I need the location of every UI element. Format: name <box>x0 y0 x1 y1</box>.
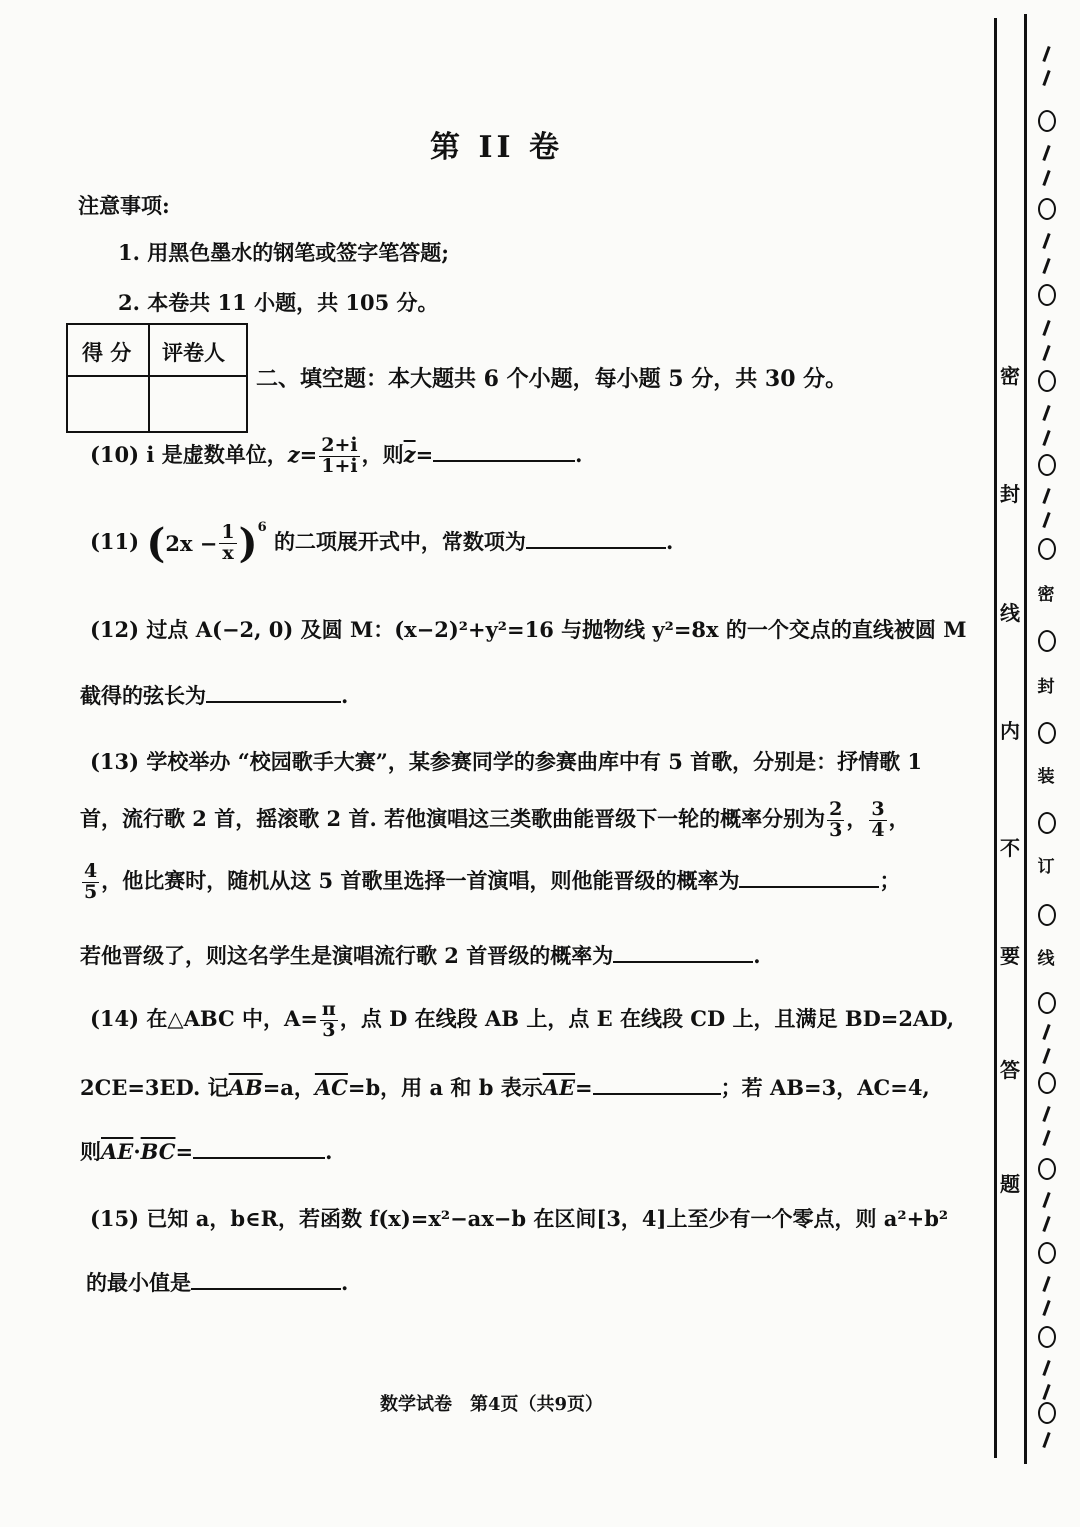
punctuation: ； <box>879 867 901 893</box>
question-13-line4 <box>80 940 761 970</box>
margin-char: 密 <box>1000 364 1020 388</box>
margin-char: 内 <box>1000 719 1020 743</box>
dash-mark <box>1042 170 1050 186</box>
dash-mark <box>1042 1048 1050 1064</box>
fraction-denominator: 3 <box>322 1018 336 1041</box>
question-text: 已知 a，b∈R，若函数 f(x)=x²−ax−b 在区间[3，4]上至少有一个零点，则 a²+b² <box>146 1206 949 1231</box>
table-divider <box>148 325 150 431</box>
binding-line <box>994 18 997 1458</box>
fraction <box>827 800 844 841</box>
paren-left: ( <box>146 520 166 567</box>
question-12 <box>90 614 966 644</box>
question-text: ，点 D 在线段 AB 上，点 E 在线段 CD 上，且满足 BD=2AD, <box>339 1005 955 1031</box>
answer-blank[interactable] <box>613 941 753 963</box>
question-text: 则 <box>80 1139 101 1164</box>
ring-mark <box>1038 722 1056 744</box>
dash-mark <box>1042 233 1050 249</box>
operator: · <box>133 1139 141 1164</box>
conjugate-variable: $\overline{z}$ <box>403 441 416 467</box>
punctuation: ， <box>846 805 868 831</box>
ring-mark <box>1038 1402 1056 1424</box>
dash-mark <box>1042 1024 1050 1040</box>
margin-char: 题 <box>1000 1172 1020 1196</box>
punctuation: . <box>665 529 674 554</box>
margin-char: 装 <box>1037 767 1055 787</box>
question-14-line2 <box>80 1072 930 1102</box>
margin-char: 封 <box>1000 482 1020 506</box>
binding-line <box>1024 14 1027 1464</box>
question-14 <box>90 1000 954 1041</box>
margin-char: 不 <box>1000 836 1020 860</box>
operator: = <box>575 1075 593 1100</box>
question-13-line2 <box>80 800 910 841</box>
punctuation: . <box>341 1270 349 1295</box>
answer-blank[interactable] <box>193 1137 325 1159</box>
score-header: 得 分 <box>82 340 132 365</box>
margin-char: 答 <box>1000 1058 1020 1082</box>
question-text: 在△ABC 中，A= <box>146 1005 318 1031</box>
question-text: 若他晋级了，则这名学生是演唱流行歌 2 首晋级的概率为 <box>80 943 614 968</box>
ring-mark <box>1038 630 1056 652</box>
question-number: (11) <box>90 529 140 554</box>
dash-mark <box>1042 70 1050 86</box>
question-text: i 是虚数单位， <box>146 441 288 467</box>
question-text: 首，流行歌 2 首，摇滚歌 2 首. 若他演唱这三类歌曲能晋级下一轮的概率分别为 <box>80 805 826 831</box>
question-text: 的二项展开式中，常数项为 <box>273 529 526 554</box>
dash-mark <box>1042 1216 1050 1232</box>
operator: = <box>415 441 434 467</box>
dash-mark <box>1042 405 1050 421</box>
question-15 <box>90 1203 948 1233</box>
question-12-line2 <box>80 680 348 710</box>
punctuation: . <box>325 1139 333 1164</box>
section-heading: 二、填空题：本大题共 6 个小题，每小题 5 分，共 30 分。 <box>256 366 848 392</box>
vector-ae: $\overline{AE}$ <box>101 1139 134 1164</box>
dash-mark <box>1042 145 1050 161</box>
question-number: (13) <box>90 749 140 774</box>
vector-ac: $\overline{AC}$ <box>314 1075 348 1100</box>
dash-mark <box>1042 1384 1050 1400</box>
question-text: ，他比赛时，随机从这 5 首歌里选择一首演唱，则他能晋级的概率为 <box>101 867 740 893</box>
fraction-denominator: 5 <box>84 880 98 903</box>
question-number: (15) <box>90 1206 140 1231</box>
dash-mark <box>1042 1276 1050 1292</box>
question-number: (12) <box>90 617 140 642</box>
dash-mark <box>1042 1192 1050 1208</box>
fraction-denominator: x <box>222 542 234 564</box>
punctuation: ， <box>888 805 910 831</box>
question-text: =a， <box>262 1075 315 1100</box>
fraction <box>320 1000 338 1041</box>
dash-mark <box>1042 258 1050 274</box>
fraction-denominator: 1+i <box>321 454 358 477</box>
ring-mark <box>1038 1326 1056 1348</box>
ring-mark <box>1038 812 1056 834</box>
ring-mark <box>1038 992 1056 1014</box>
answer-blank[interactable] <box>593 1073 721 1095</box>
question-14-line3 <box>80 1136 332 1166</box>
question-text: =b，用 a 和 b 表示 <box>347 1075 543 1100</box>
table-divider <box>68 375 246 377</box>
fraction-numerator: 4 <box>84 860 98 882</box>
dash-mark <box>1042 46 1050 62</box>
page-footer: 数学试卷 第4页（共9页） <box>380 1394 604 1415</box>
ring-mark <box>1038 198 1056 220</box>
fraction <box>82 862 99 903</box>
ring-mark <box>1038 1242 1056 1264</box>
question-number: (10) <box>90 441 140 467</box>
answer-blank[interactable] <box>433 440 575 462</box>
answer-blank[interactable] <box>739 866 879 888</box>
question-text: 截得的弦长为 <box>80 683 206 708</box>
vector-ae: $\overline{AE}$ <box>542 1075 576 1100</box>
fraction <box>869 800 886 841</box>
question-text: 的最小值是 <box>86 1270 191 1295</box>
score-table <box>66 323 248 433</box>
expression: 2x − <box>165 531 218 556</box>
question-text: 2CE=3ED. 记 <box>80 1075 229 1100</box>
margin-char: 密 <box>1037 585 1055 605</box>
punctuation: . <box>575 441 583 467</box>
grader-header: 评卷人 <box>162 340 225 365</box>
ring-mark <box>1038 538 1056 560</box>
question-text: ，则 <box>361 441 404 467</box>
question-15-line2 <box>86 1267 348 1297</box>
fraction-numerator: 1 <box>221 521 235 544</box>
answer-blank[interactable] <box>206 681 341 703</box>
answer-blank[interactable] <box>526 527 666 549</box>
vector-ab: $\overline{AB}$ <box>228 1075 263 1100</box>
punctuation: . <box>753 943 761 968</box>
dash-mark <box>1042 1300 1050 1316</box>
notice-item-2: 2. 本卷共 11 小题，共 105 分。 <box>118 290 439 315</box>
notice-item-1: 1. 用黑色墨水的钢笔或签字笔答题; <box>118 240 449 265</box>
ring-mark <box>1038 1072 1056 1094</box>
dash-mark <box>1042 320 1050 336</box>
paren-right: ) <box>238 520 258 567</box>
ring-mark <box>1038 1158 1056 1180</box>
question-13-line3 <box>80 862 900 903</box>
page-title: 第 II 卷 <box>430 130 563 165</box>
dash-mark <box>1042 1360 1050 1376</box>
question-10 <box>90 436 582 477</box>
operator: = <box>175 1139 194 1164</box>
operator: = <box>299 441 318 467</box>
notice-heading: 注意事项: <box>78 193 170 218</box>
margin-char: 要 <box>1000 944 1020 968</box>
dash-mark <box>1042 430 1050 446</box>
ring-mark <box>1038 904 1056 926</box>
exponent: 6 <box>257 520 267 535</box>
dash-mark <box>1042 512 1050 528</box>
dash-mark <box>1042 488 1050 504</box>
dash-mark <box>1042 1432 1050 1448</box>
margin-char: 线 <box>1000 601 1020 625</box>
variable: z <box>287 441 300 467</box>
ring-mark <box>1038 454 1056 476</box>
question-11 <box>90 520 673 567</box>
dash-mark <box>1042 1130 1050 1146</box>
ring-mark <box>1038 110 1056 132</box>
question-number: (14) <box>90 1005 140 1031</box>
punctuation: . <box>341 683 349 708</box>
dash-mark <box>1042 345 1050 361</box>
fraction <box>319 436 359 477</box>
question-text: ；若 AB=3，AC=4, <box>720 1075 930 1100</box>
margin-char: 订 <box>1037 857 1055 877</box>
fraction <box>219 523 236 564</box>
fraction-numerator: 3 <box>871 798 885 820</box>
question-13 <box>90 746 922 776</box>
ring-mark <box>1038 284 1056 306</box>
question-text: 学校举办 “校园歌手大赛”，某参赛同学的参赛曲库中有 5 首歌，分别是：抒情歌 1 <box>146 749 923 774</box>
answer-blank[interactable] <box>191 1268 341 1290</box>
margin-char: 封 <box>1037 677 1055 697</box>
margin-char: 线 <box>1037 949 1055 969</box>
ring-mark <box>1038 370 1056 392</box>
vector-bc: $\overline{BC}$ <box>140 1139 176 1164</box>
question-text: 过点 A(−2, 0) 及圆 M：(x−2)²+y²=16 与抛物线 y²=8x 的一个交点的直线被圆 M <box>146 617 967 642</box>
fraction-numerator: 2+i <box>321 434 358 456</box>
fraction-numerator: π <box>321 998 336 1020</box>
fraction-denominator: 4 <box>871 818 885 841</box>
fraction-denominator: 3 <box>829 818 843 841</box>
fraction-numerator: 2 <box>829 798 843 820</box>
dash-mark <box>1042 1106 1050 1122</box>
